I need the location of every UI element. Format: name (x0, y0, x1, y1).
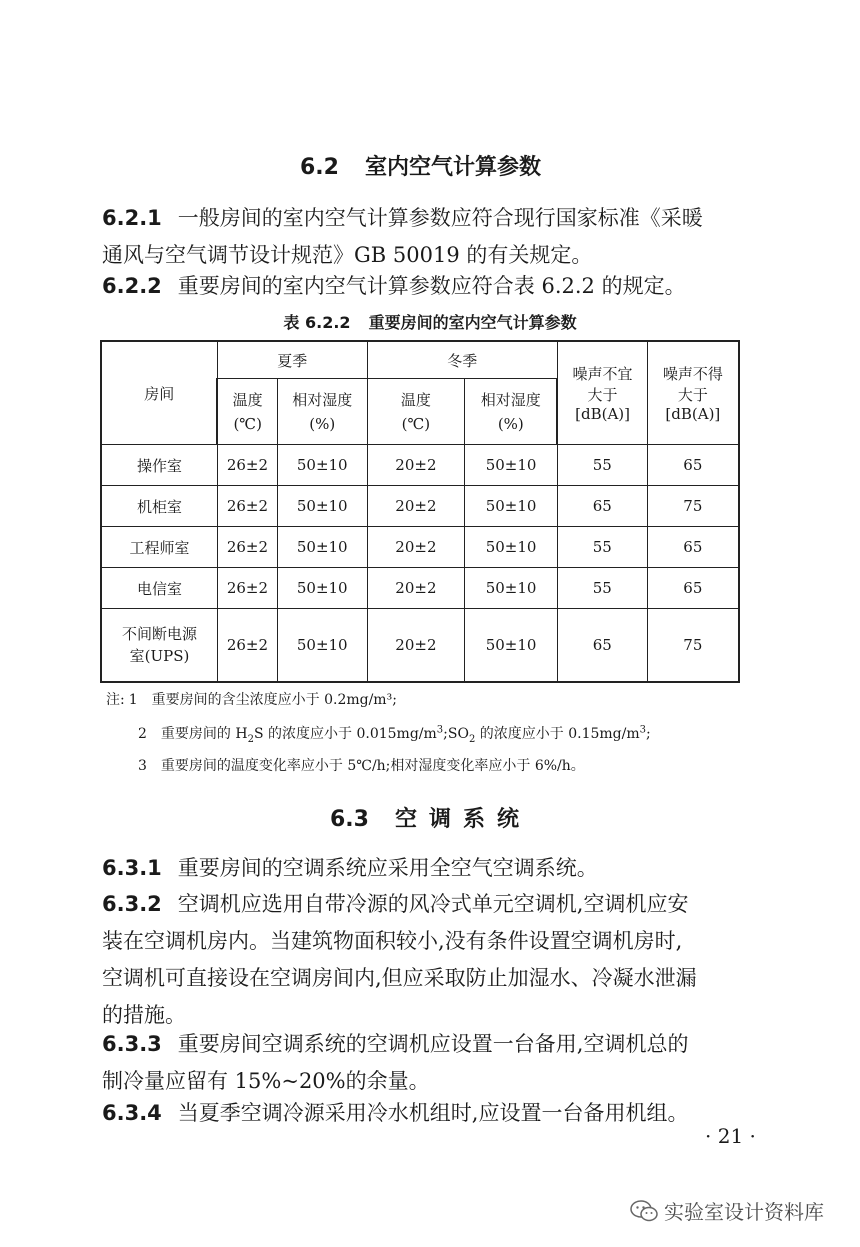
table-row (101, 445, 739, 486)
clause-text-line: 通风与空气调节设计规范》GB 50019 的有关规定。 (102, 243, 593, 267)
table-row (101, 568, 739, 609)
section-number: 6.2 (300, 155, 339, 180)
cell-room: 操作室 (101, 445, 217, 486)
cell-noise-preferred: 65 (557, 486, 647, 527)
cell-room: 机柜室 (101, 486, 217, 527)
cell-noise-preferred: 55 (557, 568, 647, 609)
cell-summer-rh: 50±10 (277, 527, 367, 568)
table-row (101, 486, 739, 527)
cell-winter-rh: 50±10 (465, 486, 558, 527)
cell-noise-max: 65 (647, 568, 739, 609)
clause-6-3-3: 6.3.3 重要房间空调系统的空调机应设置一台备用,空调机总的 制冷量应留有 15%~20%的余量。 (102, 1032, 689, 1093)
header-summer-rh: 相对湿度 (%) (277, 379, 367, 445)
cell-room: 工程师室 (101, 527, 217, 568)
clause-number: 6.2.1 (102, 206, 162, 230)
section-number: 6.3 (330, 807, 369, 832)
header-winter-temp: 温度 (℃) (367, 379, 465, 445)
cell-summer-rh: 50±10 (277, 486, 367, 527)
cell-noise-preferred: 55 (557, 527, 647, 568)
clause-6-2-2 (102, 268, 762, 305)
clause-number: 6.2.2 (102, 274, 162, 298)
cell-noise-max: 75 (647, 486, 739, 527)
watermark-text: 实验室设计资料库 (664, 1200, 824, 1224)
cell-summer-temp: 26±2 (217, 568, 277, 609)
table-caption: 重要房间的室内空气计算参数 (368, 313, 577, 332)
cell-room: 不间断电源 室(UPS) (101, 609, 217, 683)
cell-winter-temp: 20±2 (367, 486, 465, 527)
clause-number: 6.3.3 (102, 1032, 162, 1056)
clause-6-3-1 (102, 850, 762, 887)
cell-noise-max: 65 (647, 527, 739, 568)
section-title: 空调系统 (394, 807, 531, 832)
cell-noise-max: 75 (647, 609, 739, 683)
header-room: 房间 (101, 341, 217, 445)
table-row (101, 609, 739, 683)
table-note-1: 注: 1 重要房间的含尘浓度应小于 0.2mg/m³; (106, 692, 397, 708)
clause-number: 6.3.2 (102, 892, 162, 916)
cell-winter-temp: 20±2 (367, 527, 465, 568)
cell-summer-temp: 26±2 (217, 609, 277, 683)
table-title (0, 310, 860, 333)
table-number: 表 6.2.2 (283, 313, 351, 332)
cell-winter-rh: 50±10 (465, 527, 558, 568)
clause-text-line: 一般房间的室内空气计算参数应符合现行国家标准《采暖 (177, 206, 703, 230)
header-noise-preferred: 噪声不宜 大于 [dB(A)] (557, 341, 647, 445)
header-winter: 冬季 (367, 341, 557, 379)
wechat-icon (630, 1200, 658, 1222)
parameters-table (100, 340, 740, 683)
section-title: 室内空气计算参数 (364, 155, 541, 180)
clause-number: 6.3.4 (102, 1101, 162, 1125)
cell-winter-rh: 50±10 (465, 445, 558, 486)
cell-winter-temp: 20±2 (367, 568, 465, 609)
header-noise-max: 噪声不得 大于 [dB(A)] (647, 341, 739, 445)
header-summer: 夏季 (217, 341, 367, 379)
clause-text: 重要房间的室内空气计算参数应符合表 6.2.2 的规定。 (177, 274, 686, 298)
clause-6-3-4 (102, 1095, 762, 1132)
clause-6-3-2: 6.3.2 空调机应选用自带冷源的风冷式单元空调机,空调机应安 装在空调机房内。当建筑物面积较小,没有条件设置空调机房时, 空调机可直接设在空调房间内,但应采取防止加湿水、冷凝水泄漏 的措施。 (102, 892, 697, 1027)
cell-summer-rh: 50±10 (277, 568, 367, 609)
cell-noise-preferred: 55 (557, 445, 647, 486)
header-summer-temp: 温度 (℃) (217, 379, 277, 445)
table-header-row (101, 341, 739, 379)
cell-summer-temp: 26±2 (217, 486, 277, 527)
table-note-2: 2 重要房间的 $H_2S$ 的浓度应小于 $0.015mg/m^3;SO_2$ 的浓度应小于 $0.15mg/m^3$; (138, 724, 651, 745)
cell-room: 电信室 (101, 568, 217, 609)
cell-noise-max: 65 (647, 445, 739, 486)
cell-summer-rh: 50±10 (277, 445, 367, 486)
cell-winter-temp: 20±2 (367, 445, 465, 486)
cell-winter-rh: 50±10 (465, 568, 558, 609)
section-heading-6-2 (300, 150, 541, 181)
header-winter-rh: 相对湿度 (%) (465, 379, 558, 445)
clause-number: 6.3.1 (102, 856, 162, 880)
table-row (101, 527, 739, 568)
clause-text: 当夏季空调冷源采用冷水机组时,应设置一台备用机组。 (177, 1101, 689, 1125)
cell-summer-rh: 50±10 (277, 609, 367, 683)
note-label: 注: (106, 692, 125, 708)
clause-text: 重要房间的空调系统应采用全空气空调系统。 (177, 856, 598, 880)
table-note-3: 3 重要房间的温度变化率应小于 5℃/h;相对湿度变化率应小于 6%/h。 (138, 758, 585, 774)
page-number: · 21 · (705, 1124, 756, 1148)
cell-summer-temp: 26±2 (217, 445, 277, 486)
section-heading-6-3 (330, 802, 531, 833)
cell-winter-rh: 50±10 (465, 609, 558, 683)
cell-summer-temp: 26±2 (217, 527, 277, 568)
cell-noise-preferred: 65 (557, 609, 647, 683)
cell-winter-temp: 20±2 (367, 609, 465, 683)
watermark (630, 1196, 824, 1225)
clause-6-2-1 (102, 200, 762, 274)
